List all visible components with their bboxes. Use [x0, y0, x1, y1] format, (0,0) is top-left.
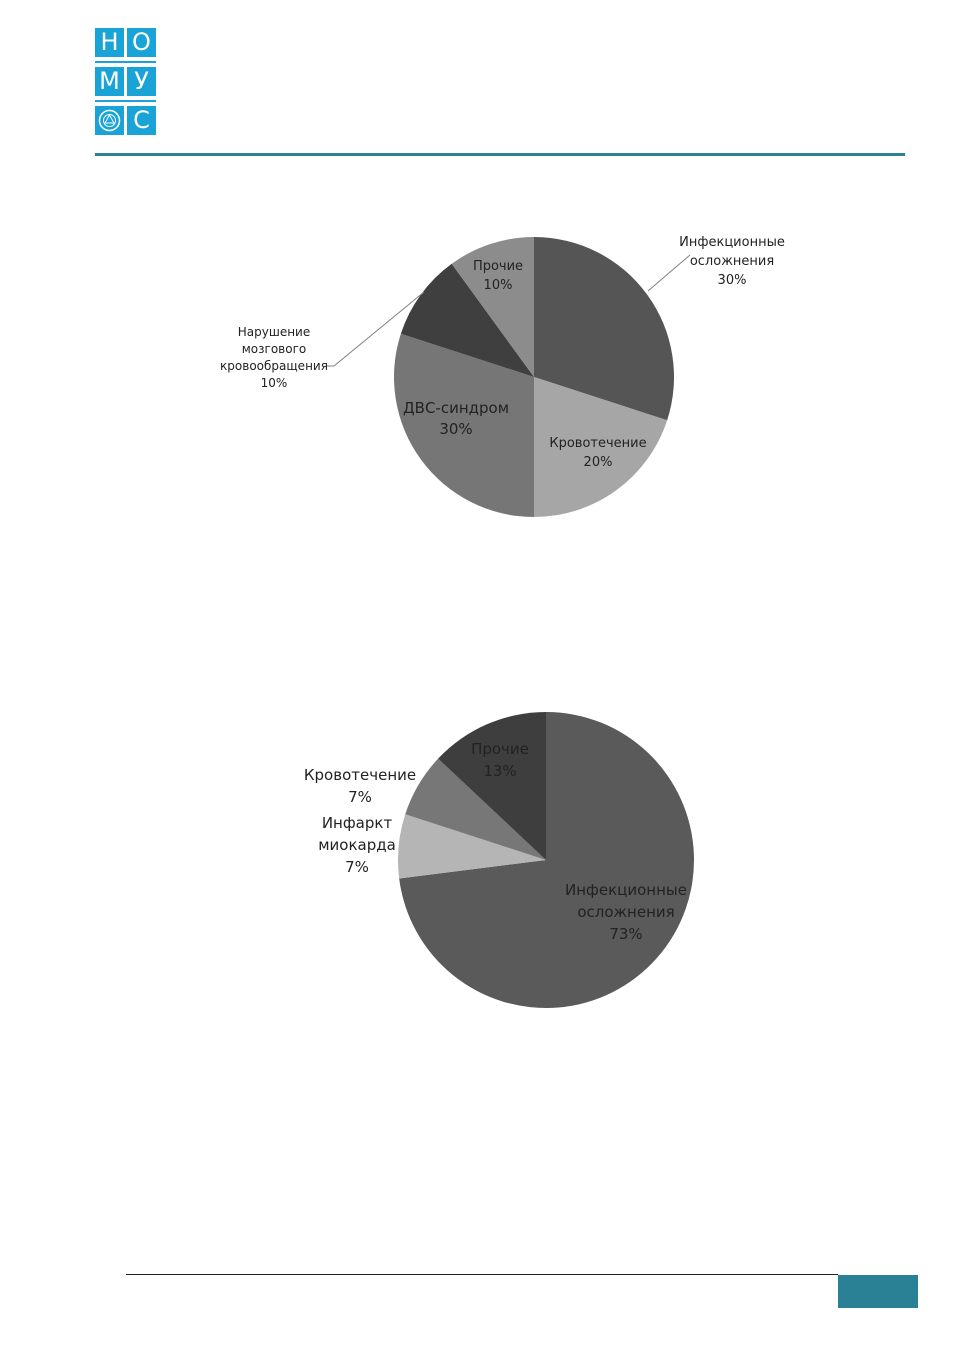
logo-letter-m: М: [95, 67, 124, 96]
slice-label-двс-синдром: ДВС-синдром: [402, 399, 510, 417]
slice-label-инфекционные-осложнения: Инфекционные: [679, 235, 785, 250]
slice-label-прочие: Прочие: [472, 259, 524, 274]
slice-label-кровотечение: Кровотечение: [303, 766, 417, 784]
slice-label-кровотечение: Кровотечение: [549, 436, 647, 451]
slice-label-нарушение-мозгового-кровообращения: мозгового: [241, 342, 307, 356]
slice-label-инфекционные-осложнения: осложнения: [577, 903, 675, 921]
page-number-box: [838, 1275, 918, 1308]
slice-pct-инфаркт-миокарда: 7%: [345, 858, 369, 876]
slice-pct-инфекционные-осложнения: 30%: [717, 273, 747, 288]
slice-pct-кровотечение: 20%: [583, 455, 613, 470]
slice-label-инфекционные-осложнения: Инфекционные: [565, 881, 687, 899]
footer-rule: [126, 1274, 838, 1275]
slice-pct-кровотечение: 7%: [348, 788, 372, 806]
slice-label-инфаркт-миокарда: миокарда: [318, 836, 396, 854]
slice-pct-инфекционные-осложнения: 73%: [609, 925, 643, 943]
slice-label-нарушение-мозгового-кровообращения: Нарушение: [237, 325, 311, 339]
logo-letter-s: С: [127, 106, 156, 135]
slice-pct-прочие: 10%: [483, 278, 513, 293]
slice-pct-двс-синдром: 30%: [439, 420, 473, 438]
slice-label-инфекционные-осложнения: осложнения: [689, 254, 775, 269]
slice-label-прочие: Прочие: [471, 740, 529, 758]
logo-letter-u: У: [127, 67, 156, 96]
slice-pct-прочие: 13%: [483, 762, 517, 780]
logo-letter-n: Н: [95, 28, 124, 57]
logo-letter-o: О: [127, 28, 156, 57]
slice-label-инфаркт-миокарда: Инфаркт: [321, 814, 393, 832]
slice-label-нарушение-мозгового-кровообращения: кровообращения: [220, 359, 328, 373]
slice-pct-нарушение-мозгового-кровообращения: 10%: [260, 376, 288, 390]
